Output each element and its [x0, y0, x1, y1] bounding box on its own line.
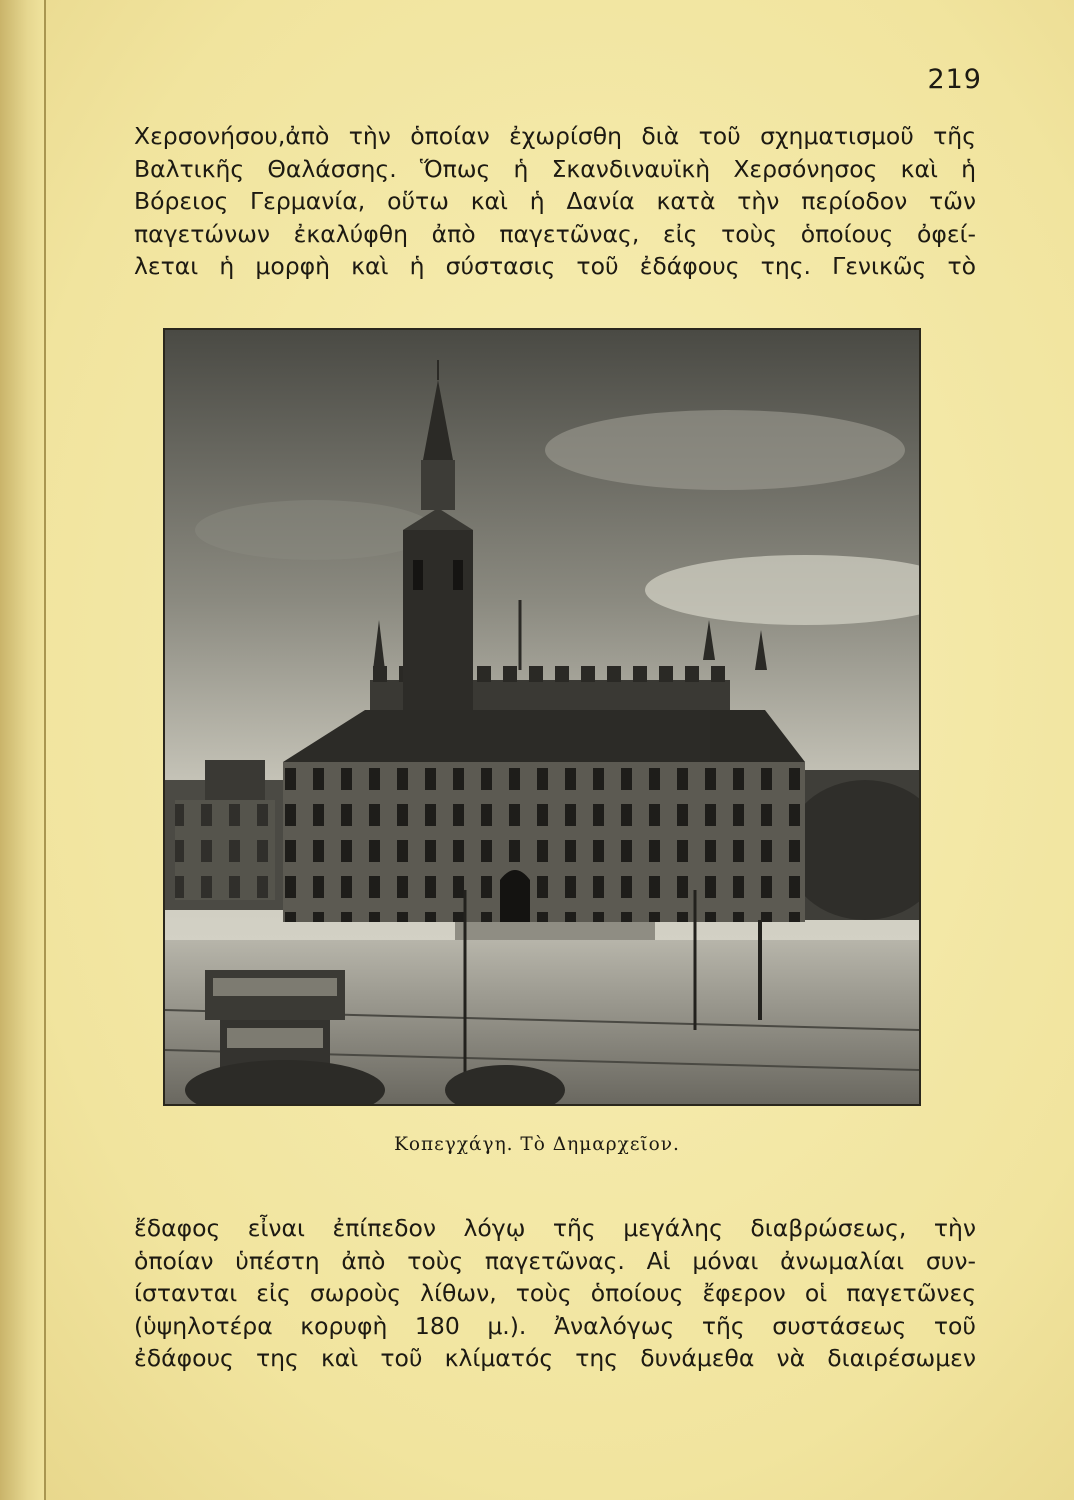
- text-line: (ὑψηλοτέρα κορυφὴ 180 μ.). Ἀναλόγως τῆς συστάσεως τοῦ: [134, 1311, 976, 1340]
- text-line: λεται ἡ μορφὴ καὶ ἡ σύστασις τοῦ ἐδάφους της. Γενικῶς τὸ: [134, 252, 976, 280]
- text-line: παγετώνων ἐκαλύφθη ἀπὸ παγετῶνας, εἰς τοὺς ὁποίους ὀφεί-: [134, 219, 976, 248]
- top-paragraph: [134, 120, 976, 283]
- text-line: ίστανται εἰς σωροὺς λίθων, τοὺς ὁποίους ἔφερον οἱ παγετῶνες: [134, 1279, 976, 1307]
- bottom-paragraph: [134, 1212, 976, 1375]
- text-line: ὁποίαν ὑπέστη ἀπὸ τοὺς παγετῶνας. Αἱ μόναι ἀνωμαλίαι συν-: [134, 1246, 976, 1275]
- gutter-edge: [44, 0, 46, 1500]
- book-gutter: [0, 0, 46, 1500]
- text-line: ἔδαφος εἶναι ἐπίπεδον λόγῳ τῆς μεγάλης διαβρώσεως, τὴν: [134, 1214, 976, 1242]
- page-number: 219: [927, 64, 982, 95]
- text-line: Βαλτικῆς Θαλάσσης. Ὅπως ἡ Σκανδιναυϊκὴ Χερσόνησος καὶ ἡ: [134, 154, 976, 183]
- text-line: Χερσονήσου,ἀπὸ τὴν ὁποίαν ἐχωρίσθη διὰ τοῦ σχηματισμοῦ τῆς: [134, 122, 976, 150]
- text-line: Βόρειος Γερμανία, οὕτω καὶ ἡ Δανία κατὰ τὴν περίοδον τῶν: [134, 187, 976, 215]
- photo-caption: Κοπεγχάγη. Τὸ Δημαρχεῖον.: [394, 1134, 680, 1155]
- text-line: ἐδάφους της καὶ τοῦ κλίματός της δυνάμεθα νὰ διαιρέσωμεν: [134, 1344, 976, 1372]
- city-hall-photo: [163, 328, 921, 1106]
